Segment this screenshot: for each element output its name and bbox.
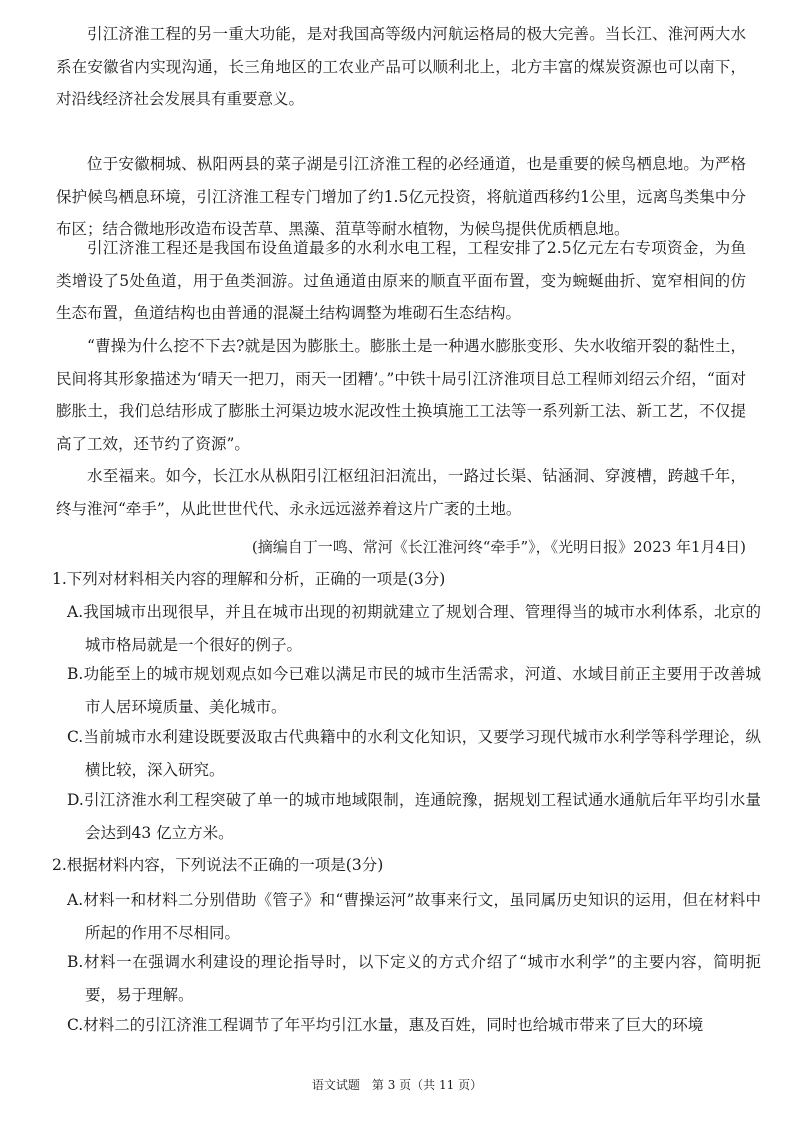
passage-paragraph-5: 水至福来。如今，长江水从枞阳引江枢纽汩汩流出，一路过长渠、钻涵洞、穿渡槽，跨越千年，终与淮河“牵手”，从此世世代代、永永远远滋养着这片广袤的土地。 — [56, 467, 746, 518]
question-2-stem: 2.根据材料内容，下列说法不正确的一项是(3分) — [52, 856, 384, 874]
passage-paragraph-4: “曹操为什么挖不下去?就是因为膨胀土。膨胀土是一种遇水膨胀变形、失水收缩开裂的黏性土，民间将其形象描述为‘晴天一把刀，雨天一团糟’。”中铁十局引江济淮项目总工程师刘绍云介绍，“面对膨胀土，我们总结形成了膨胀土河渠边坡水泥改性土换填施工工法等一系列新工法、新工艺，不仅提高了工效，还节约了资源”。 — [56, 337, 746, 453]
passage-paragraph-2: 位于安徽桐城、枞阳两县的菜子湖是引江济淮工程的必经通道，也是重要的候鸟栖息地。为严格保护候鸟栖息环境，引江济淮工程专门增加了约1.5亿元投资，将航道西移约1公里，远离鸟类集中分布区；结合微地形改造布设苦草、黑藻、菹草等耐水植物，为候鸟提供优质栖息地。 — [56, 155, 746, 238]
question-1-stem: 1.下列对材料相关内容的理解和分析，正确的一项是(3分) — [52, 570, 446, 588]
question-2-option-b: B.材料一在强调水利建设的理论指导时，以下定义的方式介绍了“城市水利学”的主要内容，简明扼要，易于理解。 — [67, 953, 761, 1004]
question-2-option-c: C.材料二的引江济淮工程调节了年平均引江水量，惠及百姓，同时也给城市带来了巨大的环境 — [67, 1016, 704, 1034]
page-footer: 语文试题 第 3 页（共 11 页） — [311, 1078, 483, 1092]
question-2-option-a: A.材料一和材料二分别借助《管子》和“曹操运河”故事来行文，虽同属历史知识的运用，但在材料中所起的作用不尽相同。 — [67, 891, 761, 942]
question-1-option-c: C.当前城市水利建设既要汲取古代典籍中的水利文化知识，又要学习现代城市水利学等科学理论，纵横比较，深入研究。 — [67, 728, 761, 779]
passage-paragraph-3: 引江济淮工程还是我国布设鱼道最多的水利水电工程，工程安排了2.5亿元左右专项资金，为鱼类增设了5处鱼道，用于鱼类洄游。过鱼通道由原来的顺直平面布置，变为蜿蜒曲折、宽窄相间的仿生态布置，鱼道结构也由普通的混凝土结构调整为堆砌石生态结构。 — [56, 239, 746, 322]
passage-paragraph-1: 引江济淮工程的另一重大功能，是对我国高等级内河航运格局的极大完善。当长江、淮河两大水系在安徽省内实现沟通，长三角地区的工农业产品可以顺利北上，北方丰富的煤炭资源也可以南下，对沿线经济社会发展具有重要意义。 — [56, 25, 746, 108]
question-1-option-d: D.引江济淮水利工程突破了单一的城市地域限制，连通皖豫，据规划工程试通水通航后年平均引水量会达到43 亿立方米。 — [67, 791, 761, 842]
passage-source-citation: (摘编自丁一鸣、常河《长江淮河终“牵手”》，《光明日报》2023 年1月4日) — [251, 538, 746, 556]
question-1-option-a: A.我国城市出现很早，并且在城市出现的初期就建立了规划合理、管理得当的城市水利体系，北京的城市格局就是一个很好的例子。 — [67, 603, 761, 654]
question-1-option-b: B.功能至上的城市规划观点如今已难以满足市民的城市生活需求，河道、水域目前正主要用于改善城市人居环境质量、美化城市。 — [67, 665, 761, 716]
